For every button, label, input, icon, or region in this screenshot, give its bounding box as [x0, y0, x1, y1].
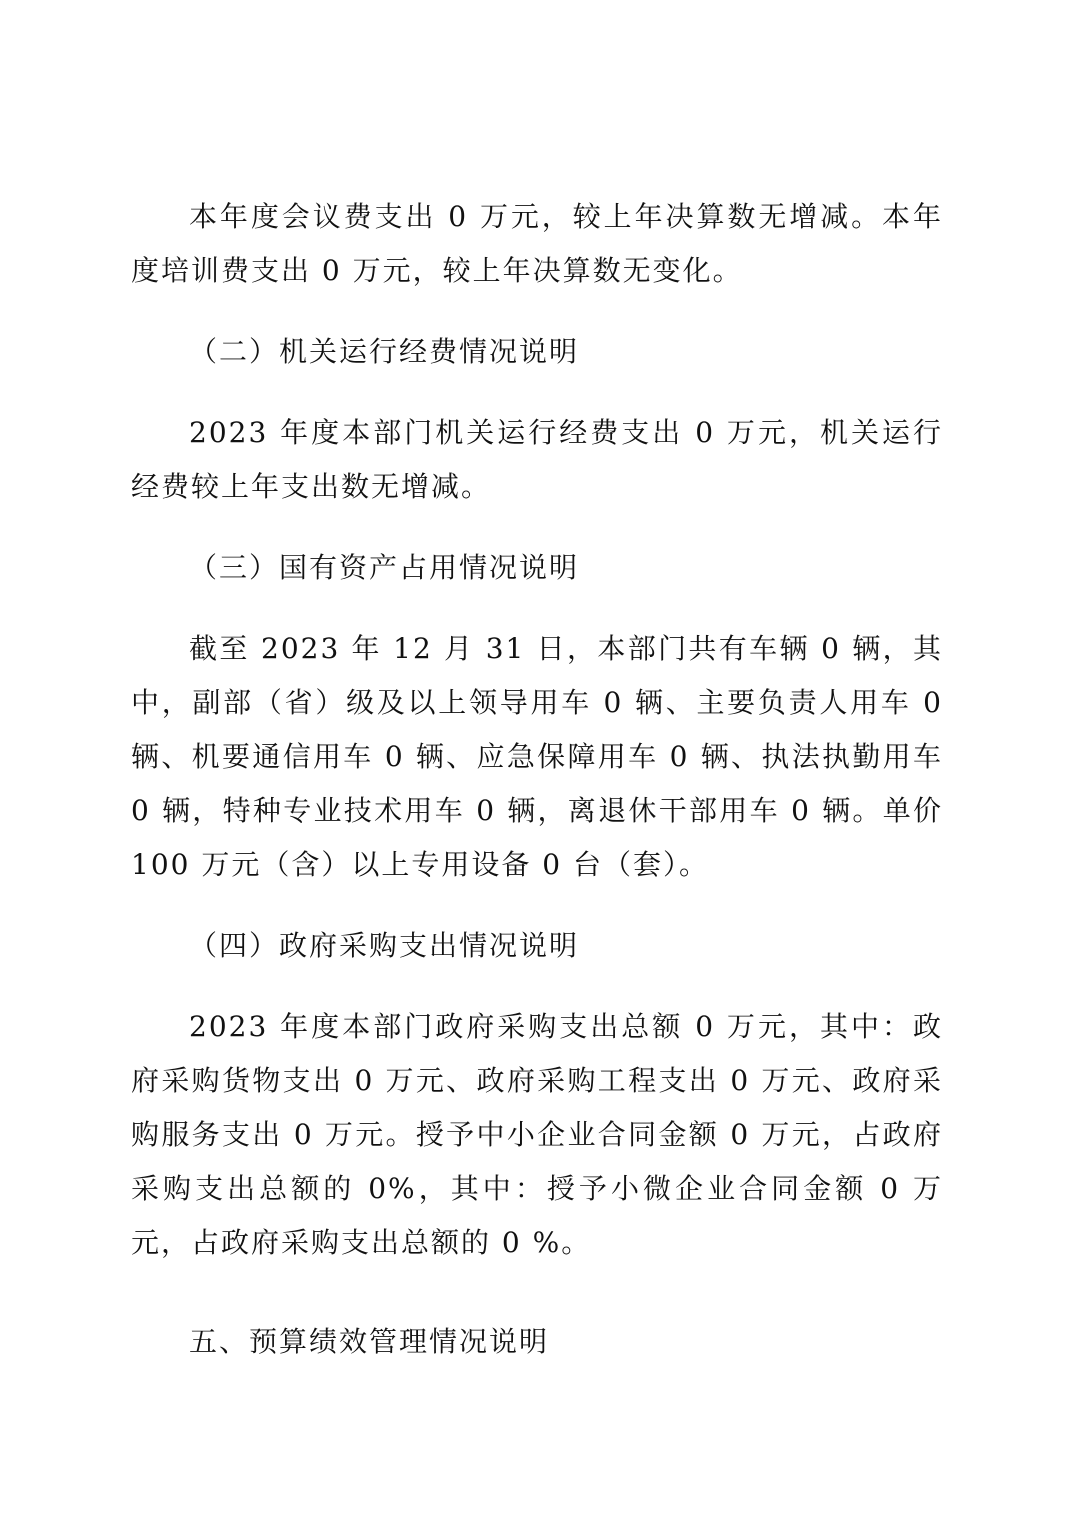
paragraph-state-assets: 截至 2023 年 12 月 31 日，本部门共有车辆 0 辆，其中，副部（省）级及以上领导用车 0 辆、主要负责人用车 0 辆、机要通信用车 0 辆、应急保障用车 0 辆、执法执勤用车 0 辆，特种专业技术用车 0 辆，离退休干部用车 0 辆。单价 100 万元（含）以上专用设备 0 台（套）。 [131, 632, 943, 881]
subheading-government-procurement: （四）政府采购支出情况说明 [189, 929, 580, 962]
paragraph-government-procurement: 2023 年度本部门政府采购支出总额 0 万元，其中：政府采购货物支出 0 万元、政府采购工程支出 0 万元、政府采购服务支出 0 万元。授予中小企业合同金额 0 万元，占政府采购支出总额的 0%，其中：授予小微企业合同金额 0 万元，占政府采购支出总额的 0 %。 [131, 1010, 943, 1259]
paragraph-operating-expenses: 2023 年度本部门机关运行经费支出 0 万元，机关运行经费较上年支出数无增减。 [131, 416, 943, 503]
section-heading-performance-management: 五、预算绩效管理情况说明 [189, 1325, 550, 1358]
subheading-state-assets: （三）国有资产占用情况说明 [189, 551, 580, 584]
subheading-operating-expenses: （二）机关运行经费情况说明 [189, 335, 580, 368]
paragraph-meeting-training-fees: 本年度会议费支出 0 万元，较上年决算数无增减。本年度培训费支出 0 万元，较上年决算数无变化。 [131, 200, 943, 287]
document-body [131, 190, 943, 1369]
